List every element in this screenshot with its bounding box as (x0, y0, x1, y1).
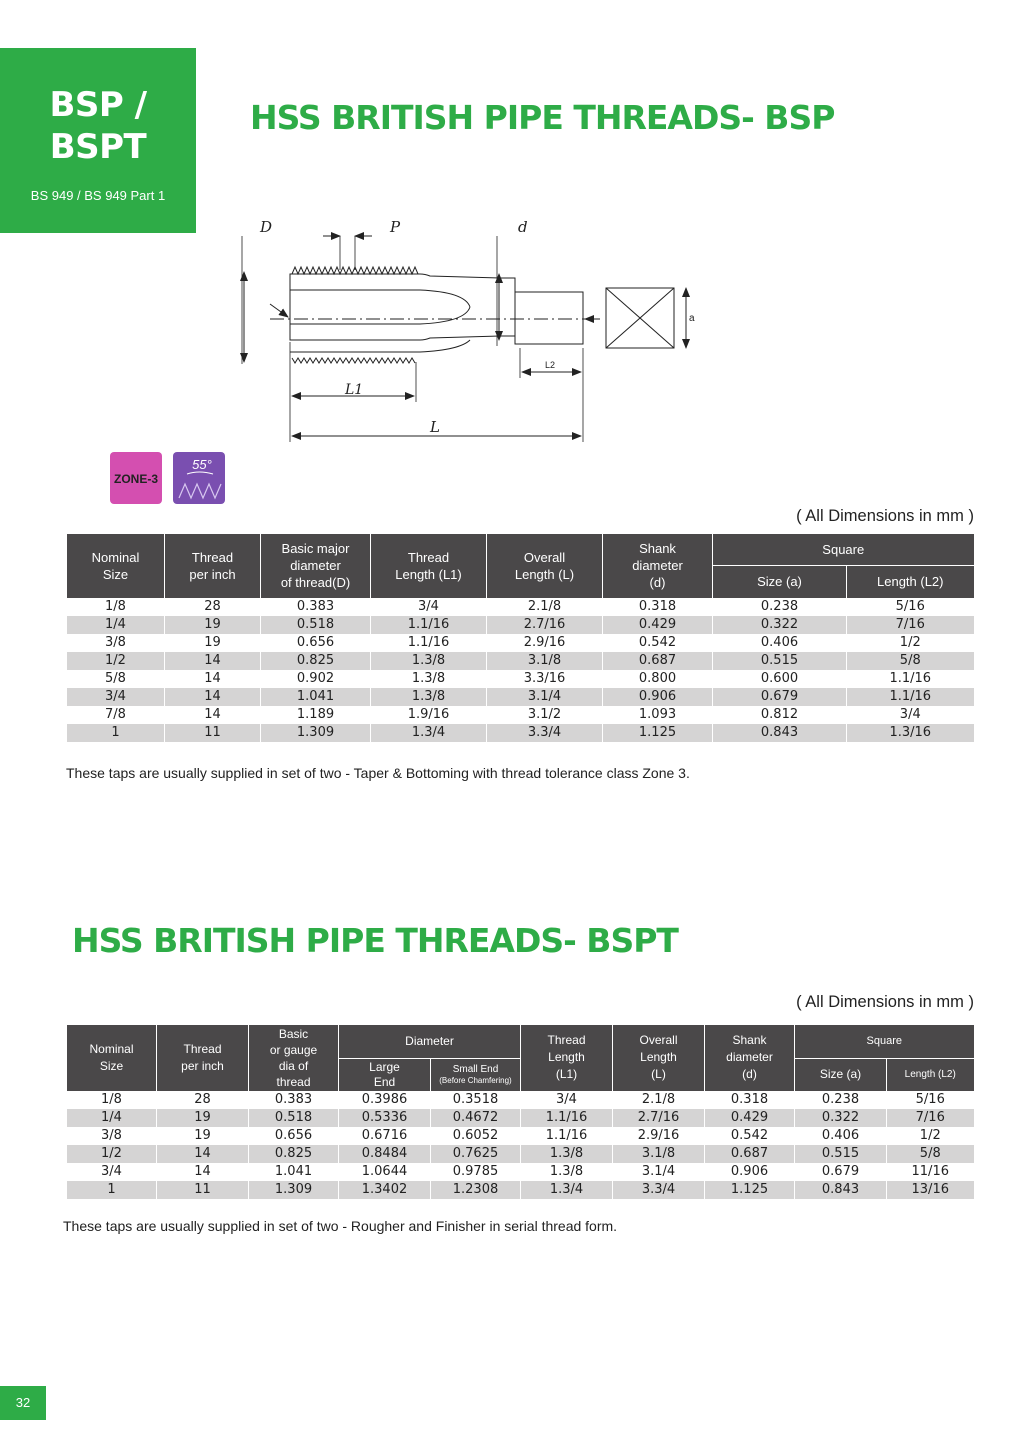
col-nominal-size: Nominal Size (67, 534, 165, 598)
label-a: a (689, 313, 695, 324)
table-row (67, 1127, 974, 1145)
col-thread-length: Thread Length (L1) (371, 534, 487, 598)
table-cell: 1.9/16 (371, 706, 487, 724)
table-cell: 0.238 (795, 1091, 887, 1109)
table-cell: 14 (165, 688, 261, 706)
table-cell: 7/8 (67, 706, 165, 724)
table-cell: 1/2 (67, 652, 165, 670)
table-cell: 3/4 (371, 598, 487, 616)
bspt-table (66, 1024, 974, 1199)
table-cell: 0.322 (795, 1109, 887, 1127)
table-cell: 1.3/8 (521, 1163, 613, 1181)
table-cell: 5/16 (887, 1091, 974, 1109)
bsp-heading: HSS BRITISH PIPE THREADS- BSP (250, 98, 835, 137)
table-cell: 0.800 (603, 670, 713, 688)
table-cell: 1.1/16 (847, 670, 974, 688)
table-cell: 0.825 (249, 1145, 339, 1163)
table-cell: 0.600 (713, 670, 847, 688)
table-cell: 1.041 (261, 688, 371, 706)
table-cell: 1/2 (67, 1145, 157, 1163)
table-cell: 1 (67, 724, 165, 742)
table-cell: 0.383 (261, 598, 371, 616)
table-cell: 0.679 (795, 1163, 887, 1181)
table-cell: 14 (157, 1163, 249, 1181)
table-cell: 0.906 (705, 1163, 795, 1181)
table-cell: 1.093 (603, 706, 713, 724)
col-large-end: Large End (339, 1059, 431, 1091)
table-cell: 1.1/16 (521, 1109, 613, 1127)
table-cell: 1.3/8 (371, 688, 487, 706)
table-cell: 0.238 (713, 598, 847, 616)
table-cell: 0.4672 (431, 1109, 521, 1127)
table-cell: 0.518 (261, 616, 371, 634)
table-cell: 1/4 (67, 616, 165, 634)
table-cell: 28 (157, 1091, 249, 1109)
table-cell: 0.5336 (339, 1109, 431, 1127)
bspt-dimensions-note: ( All Dimensions in mm ) (796, 993, 974, 1011)
table-cell: 1 (67, 1181, 157, 1199)
label-L: L (430, 418, 440, 436)
table-cell: 0.383 (249, 1091, 339, 1109)
table-row (67, 652, 974, 670)
bsp-dimensions-note: ( All Dimensions in mm ) (796, 507, 974, 525)
zone-3-text: ZONE-3 (113, 472, 159, 486)
table-row (67, 1091, 974, 1109)
label-P: P (390, 218, 401, 236)
table-cell: 0.7625 (431, 1145, 521, 1163)
table-cell: 0.429 (603, 616, 713, 634)
table-cell: 2.1/8 (613, 1091, 705, 1109)
table-row (67, 616, 974, 634)
table-cell: 3.3/4 (613, 1181, 705, 1199)
section-tab-title (0, 84, 196, 168)
table-row (67, 706, 974, 724)
table-cell: 0.812 (713, 706, 847, 724)
thread-angle-55-icon (173, 452, 225, 504)
col-shank-diameter: Shank diameter (d) (603, 534, 713, 598)
angle-text: 55° (192, 457, 212, 472)
table-cell: 2.7/16 (613, 1109, 705, 1127)
section-tab-subtitle: BS 949 / BS 949 Part 1 (30, 188, 166, 203)
table-cell: 1.1/16 (371, 616, 487, 634)
table-cell: 1.0644 (339, 1163, 431, 1181)
label-d: d (518, 218, 528, 236)
table-row (67, 1145, 974, 1163)
col-overall-length: Overall Length (L) (487, 534, 603, 598)
col-square: Square (795, 1025, 974, 1059)
table-cell: 0.843 (713, 724, 847, 742)
table-row (67, 688, 974, 706)
table-cell: 2.1/8 (487, 598, 603, 616)
page-number: 32 (0, 1386, 46, 1420)
table-cell: 19 (157, 1127, 249, 1145)
bspt-footnote: These taps are usually supplied in set of two - Rougher and Finisher in serial thread form. (63, 1218, 618, 1234)
table-cell: 0.902 (261, 670, 371, 688)
table-cell: 3.1/8 (613, 1145, 705, 1163)
table-cell: 14 (165, 652, 261, 670)
tab-title-line-2: BSPT (49, 127, 147, 167)
table-cell: 1.3/4 (371, 724, 487, 742)
table-cell: 1.309 (261, 724, 371, 742)
table-row (67, 634, 974, 652)
table-cell: 3.1/8 (487, 652, 603, 670)
table-cell: 1.1/16 (847, 688, 974, 706)
table-cell: 11/16 (887, 1163, 974, 1181)
tap-diagram (230, 212, 710, 444)
table-cell: 5/8 (847, 652, 974, 670)
label-L2: L2 (545, 360, 556, 370)
table-cell: 0.906 (603, 688, 713, 706)
table-cell: 0.6052 (431, 1127, 521, 1145)
col-shank-diameter: Shank diameter (d) (705, 1025, 795, 1091)
table-cell: 0.515 (713, 652, 847, 670)
table-cell: 1.3/8 (371, 670, 487, 688)
table-cell: 3.1/4 (487, 688, 603, 706)
table-cell: 0.825 (261, 652, 371, 670)
table-cell: 0.6716 (339, 1127, 431, 1145)
table-cell: 0.515 (795, 1145, 887, 1163)
table-cell: 1/2 (847, 634, 974, 652)
table-cell: 2.9/16 (613, 1127, 705, 1145)
table-cell: 2.7/16 (487, 616, 603, 634)
table-cell: 14 (165, 706, 261, 724)
table-cell: 0.843 (795, 1181, 887, 1199)
table-cell: 3/4 (847, 706, 974, 724)
table-cell: 0.518 (249, 1109, 339, 1127)
table-cell: 14 (157, 1145, 249, 1163)
table-cell: 0.9785 (431, 1163, 521, 1181)
table-cell: 0.3986 (339, 1091, 431, 1109)
table-cell: 3/4 (521, 1091, 613, 1109)
table-cell: 3/8 (67, 634, 165, 652)
table-cell: 1/8 (67, 1091, 157, 1109)
table-cell: 3/8 (67, 1127, 157, 1145)
table-cell: 1/4 (67, 1109, 157, 1127)
table-cell: 1.2308 (431, 1181, 521, 1199)
table-cell: 3/4 (67, 1163, 157, 1181)
bspt-heading: HSS BRITISH PIPE THREADS- BSPT (72, 921, 678, 960)
table-cell: 11 (157, 1181, 249, 1199)
label-L1: L1 (345, 382, 364, 398)
col-square-size: Size (a) (713, 566, 847, 598)
tab-title-line-1: BSP / (49, 85, 147, 125)
table-cell: 0.679 (713, 688, 847, 706)
table-cell: 3.3/4 (487, 724, 603, 742)
bsp-footnote: These taps are usually supplied in set of two - Taper & Bottoming with thread tolerance class Zone 3. (66, 765, 690, 781)
table-cell: 0.656 (261, 634, 371, 652)
table-cell: 1.3402 (339, 1181, 431, 1199)
col-thread-length: Thread Length (L1) (521, 1025, 613, 1091)
table-cell: 1.3/4 (521, 1181, 613, 1199)
table-cell: 19 (157, 1109, 249, 1127)
table-cell: 0.542 (603, 634, 713, 652)
table-cell: 7/16 (887, 1109, 974, 1127)
table-cell: 5/8 (887, 1145, 974, 1163)
table-cell: 7/16 (847, 616, 974, 634)
table-row (67, 724, 974, 742)
table-cell: 3.3/16 (487, 670, 603, 688)
col-nominal-size: Nominal Size (67, 1025, 157, 1091)
table-row (67, 598, 974, 616)
table-cell: 14 (165, 670, 261, 688)
table-cell: 0.406 (795, 1127, 887, 1145)
col-square: Square (713, 534, 974, 566)
col-thread-per-inch: Thread per inch (165, 534, 261, 598)
table-cell: 0.8484 (339, 1145, 431, 1163)
table-cell: 13/16 (887, 1181, 974, 1199)
table-cell: 1.3/8 (371, 652, 487, 670)
table-cell: 0.406 (713, 634, 847, 652)
col-square-length: Length (L2) (847, 566, 974, 598)
table-cell: 5/8 (67, 670, 165, 688)
table-cell: 3.1/2 (487, 706, 603, 724)
table-cell: 1/2 (887, 1127, 974, 1145)
table-cell: 1.1/16 (371, 634, 487, 652)
col-basic-major-diameter: Basic major diameter of thread(D) (261, 534, 371, 598)
table-cell: 0.687 (603, 652, 713, 670)
table-row (67, 1163, 974, 1181)
table-cell: 2.9/16 (487, 634, 603, 652)
table-cell: 0.542 (705, 1127, 795, 1145)
col-square-length: Length (L2) (887, 1059, 974, 1091)
table-cell: 28 (165, 598, 261, 616)
table-cell: 1/8 (67, 598, 165, 616)
table-cell: 11 (165, 724, 261, 742)
table-cell: 1.1/16 (521, 1127, 613, 1145)
table-cell: 1.041 (249, 1163, 339, 1181)
table-cell: 3.1/4 (613, 1163, 705, 1181)
table-cell: 0.687 (705, 1145, 795, 1163)
table-cell: 0.322 (713, 616, 847, 634)
table-cell: 5/16 (847, 598, 974, 616)
table-row (67, 1109, 974, 1127)
table-cell: 0.318 (705, 1091, 795, 1109)
col-small-end: Small End (Before Chamfering) (431, 1059, 521, 1091)
zone-3-badge (110, 452, 162, 504)
col-basic-gauge-dia: Basic or gauge dia of thread (249, 1025, 339, 1091)
label-D: D (260, 218, 273, 236)
section-tab (0, 48, 196, 233)
table-cell: 0.429 (705, 1109, 795, 1127)
table-cell: 1.125 (603, 724, 713, 742)
col-diameter: Diameter (339, 1025, 521, 1059)
table-cell: 0.656 (249, 1127, 339, 1145)
col-square-size: Size (a) (795, 1059, 887, 1091)
table-cell: 19 (165, 634, 261, 652)
col-thread-per-inch: Thread per inch (157, 1025, 249, 1091)
table-row (67, 1181, 974, 1199)
table-row (67, 670, 974, 688)
table-cell: 1.189 (261, 706, 371, 724)
table-cell: 1.309 (249, 1181, 339, 1199)
table-cell: 1.125 (705, 1181, 795, 1199)
table-cell: 0.318 (603, 598, 713, 616)
table-cell: 19 (165, 616, 261, 634)
table-cell: 1.3/8 (521, 1145, 613, 1163)
bsp-table (66, 533, 974, 742)
col-overall-length: Overall Length (L) (613, 1025, 705, 1091)
table-cell: 0.3518 (431, 1091, 521, 1109)
table-cell: 1.3/16 (847, 724, 974, 742)
table-cell: 3/4 (67, 688, 165, 706)
